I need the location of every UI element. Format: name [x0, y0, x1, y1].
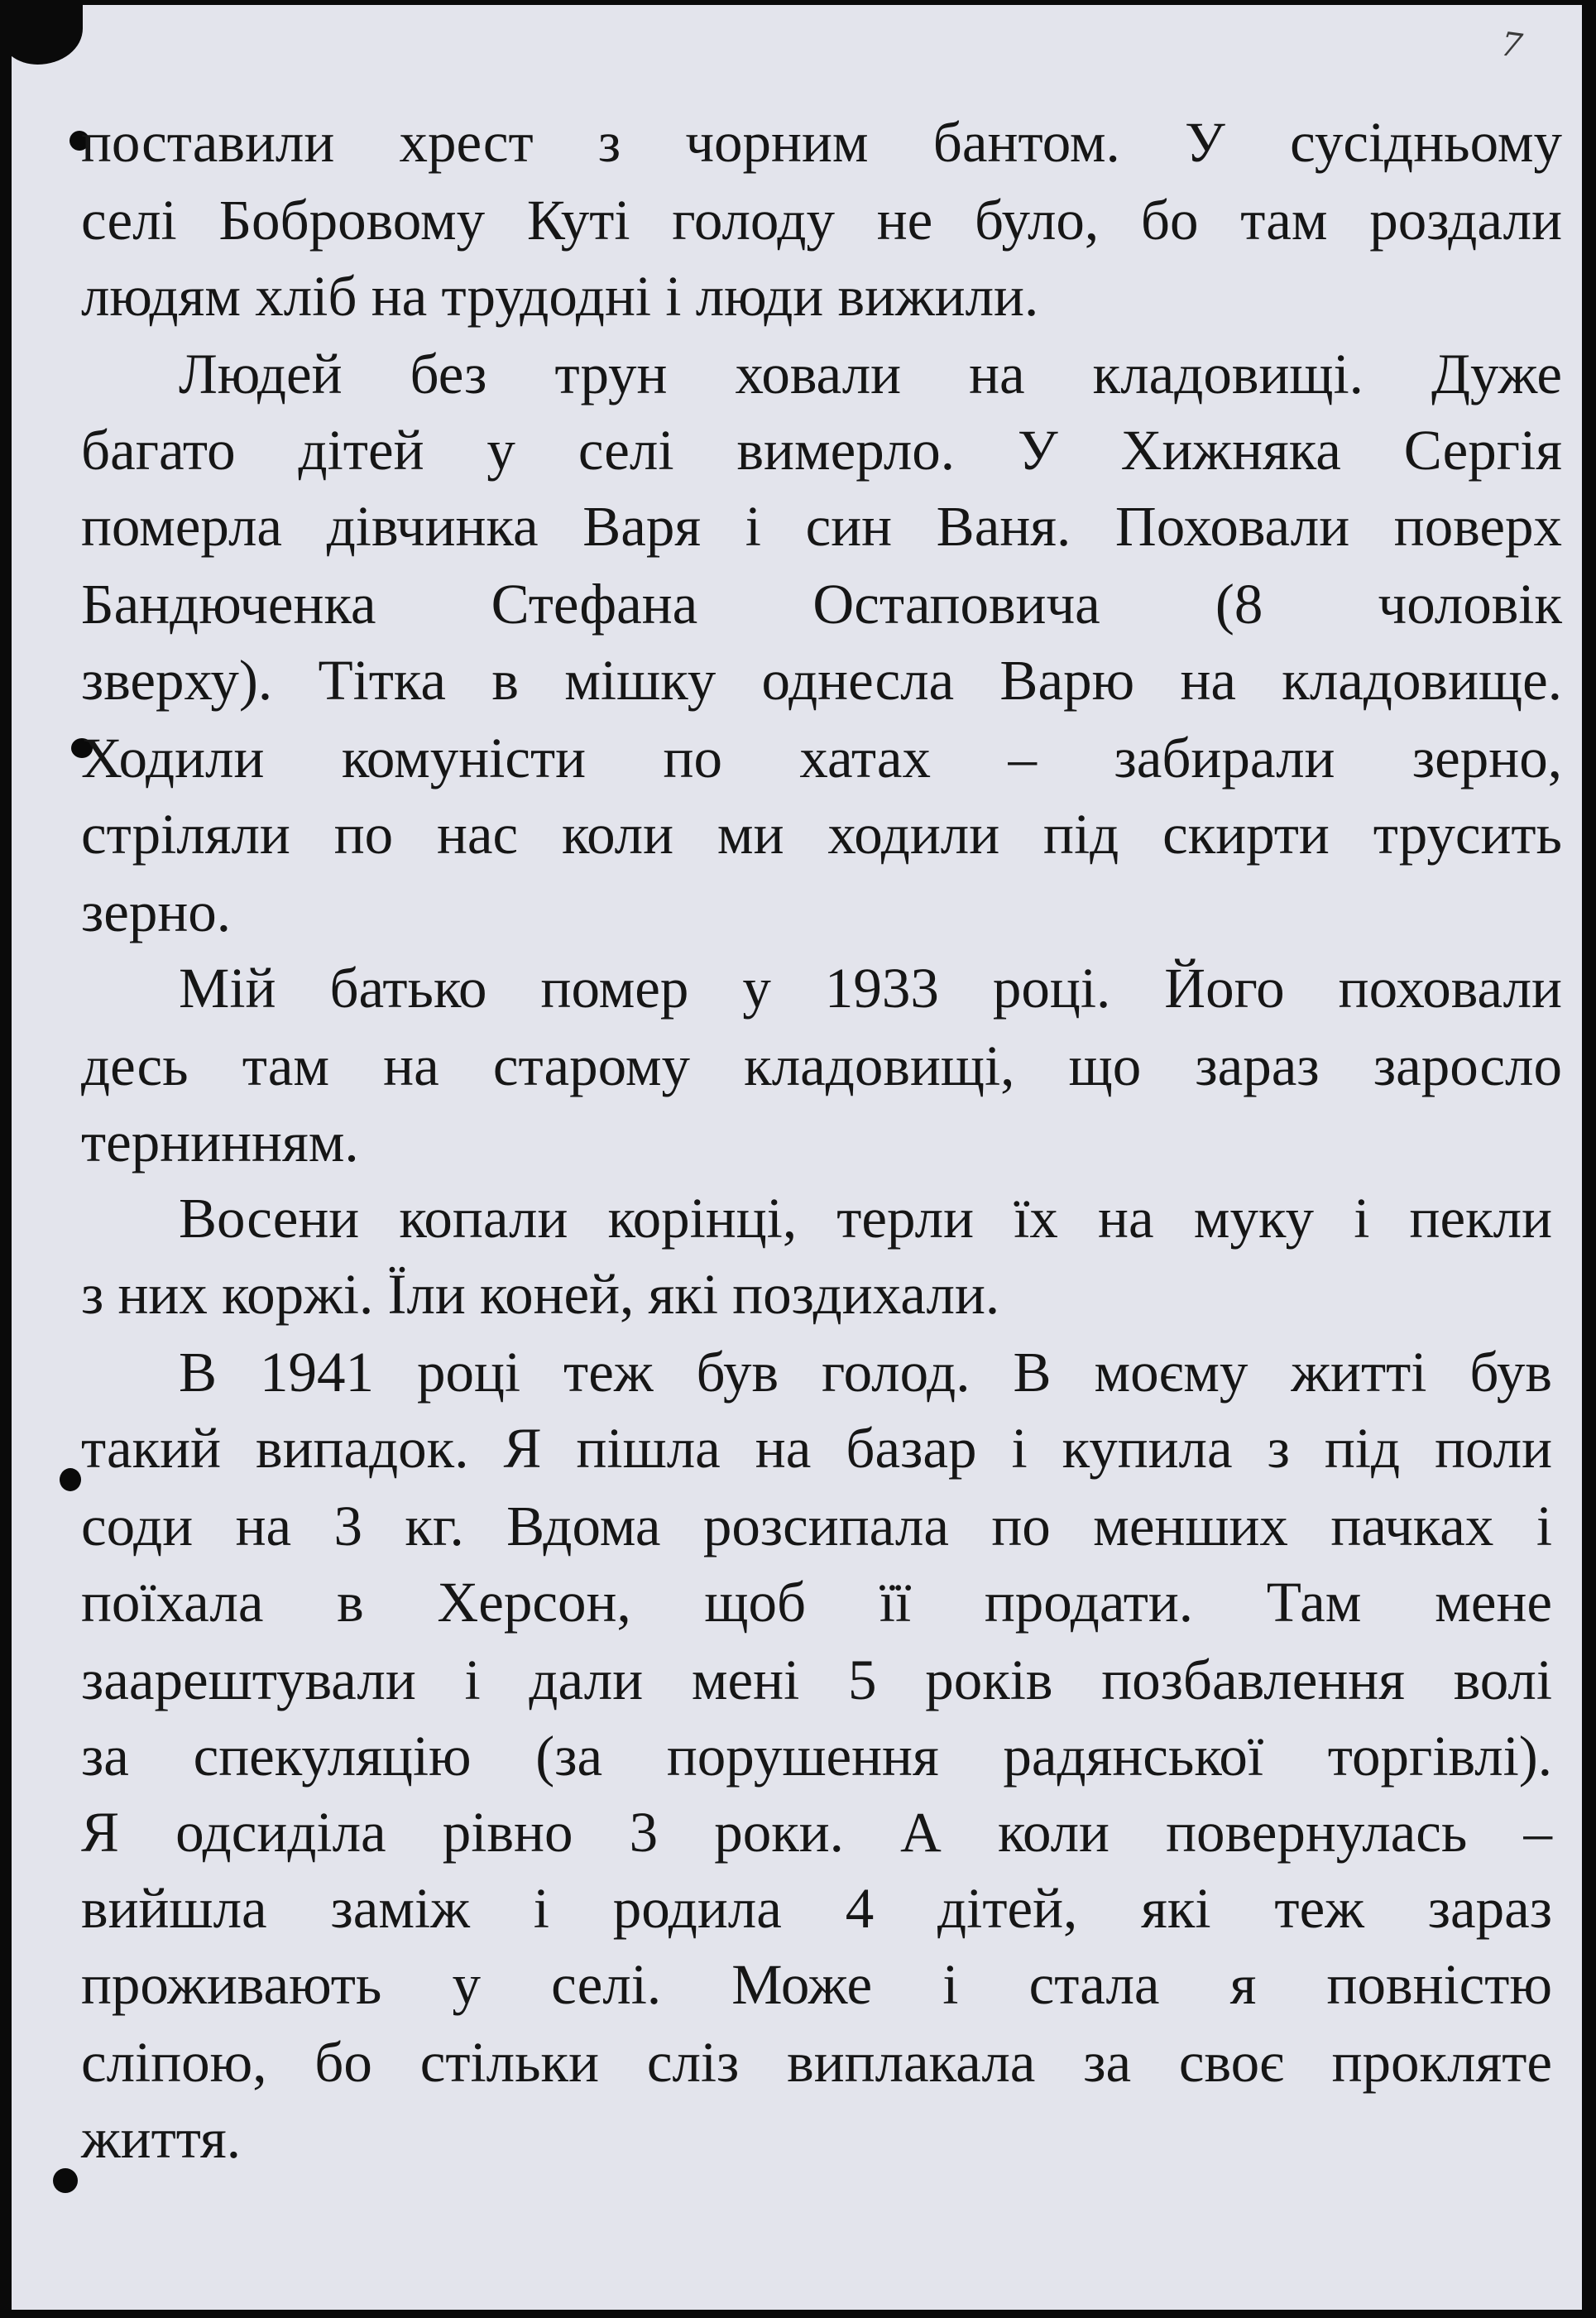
torn-corner	[12, 5, 83, 65]
text-line: заарештували і дали мені 5 років позбавлення волі	[81, 1649, 1552, 1711]
text-line: за спекуляцію (за порушення радянської торгівлі).	[81, 1725, 1552, 1788]
text-line: Я одсиділа рівно 3 роки. А коли повернулась –	[81, 1801, 1552, 1864]
text-line: Ходили комуністи по хатах – забирали зерно,	[81, 727, 1562, 789]
punch-hole	[60, 1468, 81, 1491]
text-line: В 1941 році теж був голод. В моєму житті був	[179, 1341, 1552, 1404]
text-line: проживають у селі. Може і стала я повністю	[81, 1953, 1552, 2016]
text-line: життя.	[81, 2107, 241, 2170]
text-line: померла дівчинка Варя і син Ваня. Поховали поверх	[81, 495, 1562, 558]
text-line: Мій батько помер у 1933 році. Його поховали	[179, 957, 1562, 1020]
text-line: Восени копали корінці, терли їх на муку і пекли	[179, 1187, 1552, 1250]
text-line: тернинням.	[81, 1111, 359, 1173]
text-line: багато дітей у селі вимерло. У Хижняка Сергія	[81, 419, 1562, 482]
text-line: людям хліб на трудодні і люди вижили.	[81, 265, 1039, 328]
punch-hole	[53, 2168, 78, 2193]
text-line: зерно.	[81, 881, 232, 943]
text-line: поставили хрест з чорним бантом. У сусідньому	[81, 111, 1562, 174]
text-line: сліпою, бо стільки сліз виплакала за своє прокляте	[81, 2031, 1552, 2094]
text-line: соди на 3 кг. Вдома розсипала по менших пачках і	[81, 1495, 1552, 1557]
text-line: з них коржі. Їли коней, які поздихали.	[81, 1263, 1000, 1326]
document-page	[12, 5, 1582, 2310]
text-line: Бандюченка Стефана Остаповича (8 чоловік	[81, 573, 1562, 636]
text-line: зверху). Тітка в мішку однесла Варю на кладовище.	[81, 649, 1562, 712]
text-line: поїхала в Херсон, щоб її продати. Там мене	[81, 1571, 1552, 1634]
text-line: Людей без трун ховали на кладовищі. Дуже	[179, 343, 1562, 406]
text-line: такий випадок. Я пішла на базар і купила з під поли	[81, 1417, 1552, 1480]
text-line: селі Бобровому Куті голоду не було, бо там роздали	[81, 189, 1562, 252]
text-line: стріляли по нас коли ми ходили під скирти трусить	[81, 803, 1562, 866]
text-line: вийшла заміж і родила 4 дітей, які теж зараз	[81, 1877, 1552, 1940]
page-number: 7	[1498, 25, 1525, 66]
text-line: десь там на старому кладовищі, що зараз заросло	[81, 1034, 1562, 1097]
